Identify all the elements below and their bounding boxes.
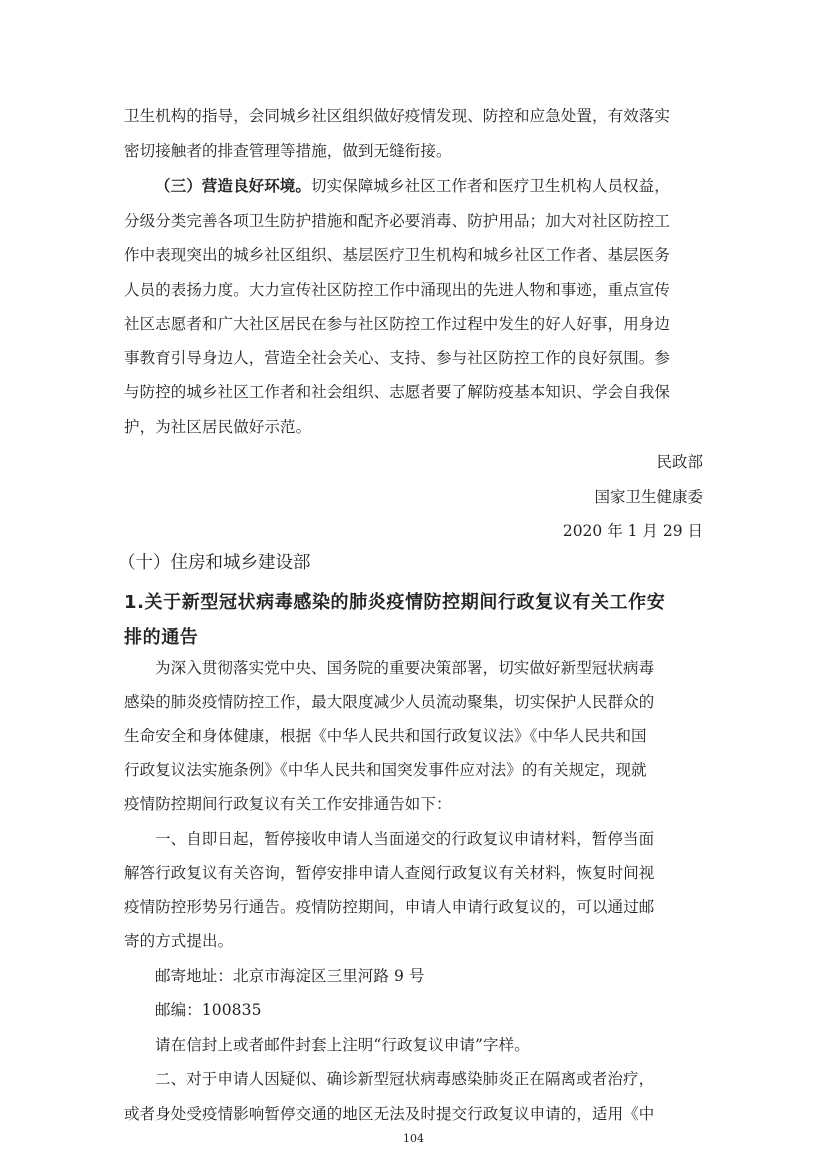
paragraph-line: 与防控的城乡社区工作者和社会组织、志愿者要了解防疫基本知识、学会自我保 xyxy=(124,383,671,401)
document-title: 1.关于新型冠状病毒感染的肺炎疫情防控期间行政复议有关工作安 xyxy=(124,592,666,613)
document-title: 排的通告 xyxy=(124,627,199,648)
paragraph-line: 人员的表扬力度。大力宣传社区防控工作中涌现出的先进人物和事迹，重点宣传 xyxy=(124,281,671,299)
paragraph-line: 解答行政复议有关咨询，暂停安排申请人查阅行政复议有关材料，恢复时间视 xyxy=(124,864,655,882)
paragraph-line: 行政复议法实施条例》《中华人民共和国突发事件应对法》的有关规定，现就 xyxy=(124,761,647,779)
envelope-note: 请在信封上或者邮件封套上注明“行政复议申请”字样。 xyxy=(155,1036,530,1054)
paragraph-line: 密切接触者的排查管理等措施，做到无缝衔接。 xyxy=(124,142,452,160)
paragraph-line: 为深入贯彻落实党中央、国务院的重要决策部署，切实做好新型冠状病毒 xyxy=(155,659,655,677)
section-heading: （十）住房和城乡建设部 xyxy=(118,553,311,573)
page-number: 104 xyxy=(403,1132,424,1145)
paragraph-text: 切实保障城乡社区工作者和医疗卫生机构人员权益， xyxy=(311,177,670,195)
subsection-heading: （三）营造良好环境。 xyxy=(155,176,312,195)
paragraph-line: 或者身处受疫情影响暂停交通的地区无法及时提交行政复议申请的，适用《中 xyxy=(124,1105,655,1123)
paragraph-line: 一、自即日起，暂停接收申请人当面递交的行政复议申请材料，暂停当面 xyxy=(155,830,655,848)
paragraph-line: 疫情防控期间行政复议有关工作安排通告如下： xyxy=(124,795,452,813)
signature-org: 民政部 xyxy=(656,453,703,471)
paragraph-line: 护，为社区居民做好示范。 xyxy=(124,418,312,436)
paragraph-line: 分级分类完善各项卫生防护措施和配齐必要消毒、防护用品；加大对社区防控工 xyxy=(124,212,671,230)
postcode: 邮编：100835 xyxy=(155,1001,262,1019)
paragraph-line: 疫情防控形势另行通告。疫情防控期间，申请人申请行政复议的，可以通过邮 xyxy=(124,898,655,916)
paragraph-line: 寄的方式提出。 xyxy=(124,932,234,950)
paragraph-line: 感染的肺炎疫情防控工作，最大限度减少人员流动聚集，切实保护人民群众的 xyxy=(124,693,655,711)
paragraph-line: 生命安全和身体健康，根据《中华人民共和国行政复议法》《中华人民共和国 xyxy=(124,727,647,745)
paragraph-line: 二、对于申请人因疑似、确诊新型冠状病毒感染肺炎正在隔离或者治疗， xyxy=(155,1070,655,1088)
mailing-address: 邮寄地址：北京市海淀区三里河路 9 号 xyxy=(155,967,425,985)
paragraph-line: 卫生机构的指导，会同城乡社区组织做好疫情发现、防控和应急处置，有效落实 xyxy=(124,107,671,125)
paragraph-line: 社区志愿者和广大社区居民在参与社区防控工作过程中发生的好人好事，用身边 xyxy=(124,315,671,333)
paragraph-line xyxy=(155,176,670,196)
signature-date: 2020 年 1 月 29 日 xyxy=(562,522,703,540)
signature-org: 国家卫生健康委 xyxy=(594,488,703,506)
paragraph-line: 事教育引导身边人，营造全社会关心、支持、参与社区防控工作的良好氛围。参 xyxy=(124,349,671,367)
paragraph-line: 作中表现突出的城乡社区组织、基层医疗卫生机构和城乡社区工作者、基层医务 xyxy=(124,246,671,264)
